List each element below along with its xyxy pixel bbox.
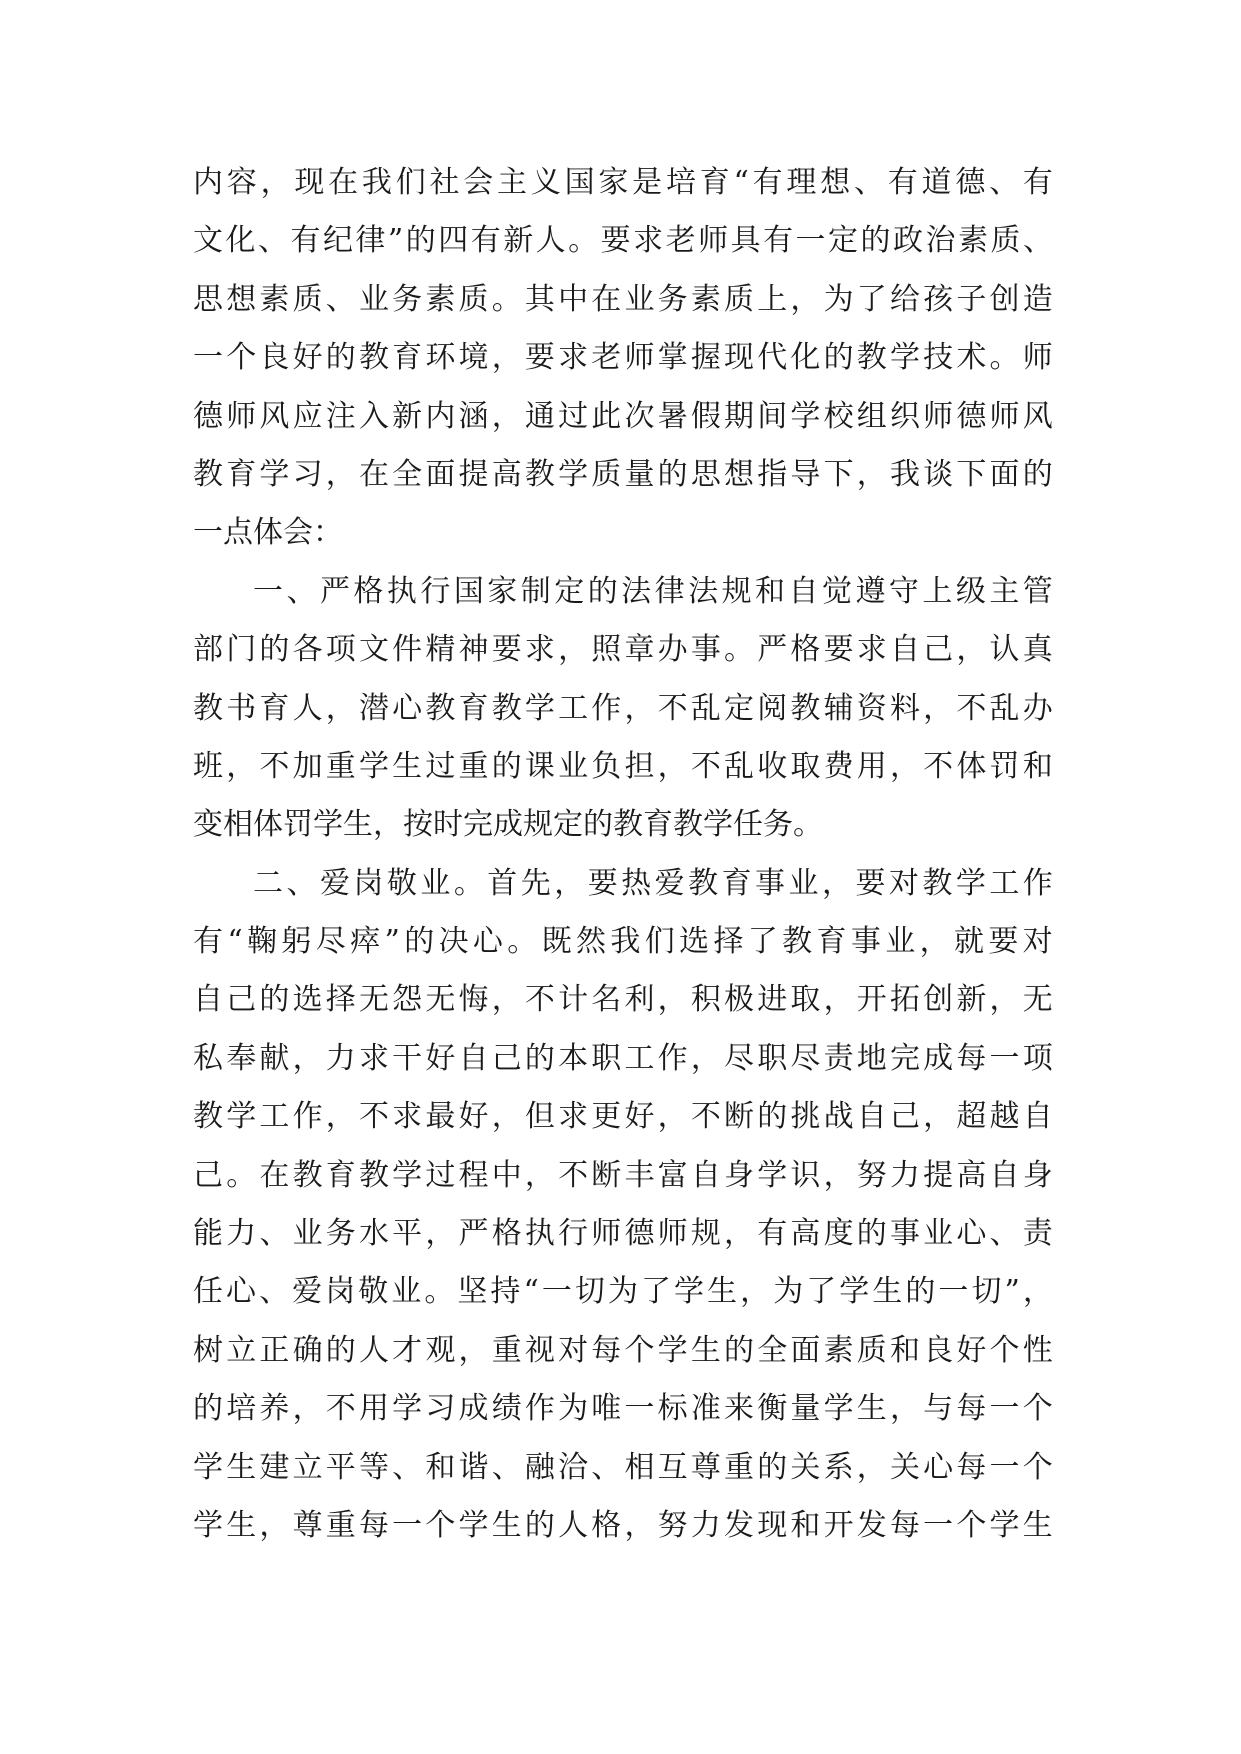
body-text (193, 154, 1053, 1555)
text-line: 学 生 ， 尊 重 每 一 个 学 生 的 人 格 ， 努 力 发 现 和 开 发 每 一 个 学 生 (193, 1507, 1053, 1543)
text-line: 能 力 、 业 务 水 平 ， 严 格 执 行 师 德 师 规 ， 有 高 度 的 事 业 心 、 责 (193, 1216, 1053, 1252)
text-line: 私 奉 献 ， 力 求 干 好 自 己 的 本 职 工 作 ， 尽 职 尽 责 地 完 成 每 一 项 (193, 1040, 1053, 1076)
text-line: 教 学 工 作 ， 不 求 最 好 ， 但 求 更 好 ， 不 断 的 挑 战 自 己 ， 超 越 自 (193, 1099, 1053, 1135)
text-line: 树 立 正 确 的 人 才 观 ， 重 视 对 每 个 学 生 的 全 面 素 质 和 良 好 个 性 (193, 1332, 1053, 1368)
text-line: 自 己 的 选 择 无 怨 无 悔 ， 不 计 名 利 ， 积 极 进 取 ， 开 拓 创 新 ， 无 (193, 982, 1053, 1018)
text-line: 思 想 素 质 、 业 务 素 质 。 其 中 在 业 务 素 质 上 ， 为 了 给 孩 子 创 造 (193, 281, 1053, 317)
text-line: 有 “ 鞠 躬 尽 瘁 ” 的 决 心 。 既 然 我 们 选 择 了 教 育 事 业 ， 就 要 对 (193, 924, 1053, 960)
text-line: 内 容 ， 现 在 我 们 社 会 主 义 国 家 是 培 育 “ 有 理 想 、 有 道 德 、 有 (193, 165, 1053, 200)
text-line: 的 培 养 ， 不 用 学 习 成 绩 作 为 唯 一 标 准 来 衡 量 学 生 ， 与 每 一 个 (193, 1391, 1053, 1427)
text-line: 一 点 体 会 ： (193, 515, 343, 551)
text-line: 文 化 、 有 纪 律 ” 的 四 有 新 人 。 要 求 老 师 具 有 一 定 的 政 治 素 质 、 (193, 223, 1053, 259)
text-line: 教 育 学 习 ， 在 全 面 提 高 教 学 质 量 的 思 想 指 导 下 ， 我 谈 下 面 的 (193, 456, 1053, 492)
text-line: 一 、 严 格 执 行 国 家 制 定 的 法 律 法 规 和 自 觉 遵 守 上 级 主 管 (253, 573, 1053, 609)
text-line: 教 书 育 人 ， 潜 心 教 育 教 学 工 作 ， 不 乱 定 阅 教 辅 资 料 ， 不 乱 办 (193, 690, 1053, 726)
text-line: 德 师 风 应 注 入 新 内 涵 ， 通 过 此 次 暑 假 期 间 学 校 组 织 师 德 师 风 (193, 398, 1053, 434)
text-line: 一 个 良 好 的 教 育 环 境 ， 要 求 老 师 掌 握 现 代 化 的 教 学 技 术 。 师 (193, 340, 1053, 376)
text-line: 班 ， 不 加 重 学 生 过 重 的 课 业 负 担 ， 不 乱 收 取 费 用 ， 不 体 罚 和 (193, 748, 1053, 784)
text-line: 己 。 在 教 育 教 学 过 程 中 ， 不 断 丰 富 自 身 学 识 ， 努 力 提 高 自 身 (193, 1157, 1053, 1193)
text-line: 变 相 体 罚 学 生 ， 按 时 完 成 规 定 的 教 育 教 学 任 务 。 (193, 807, 823, 843)
text-line: 部 门 的 各 项 文 件 精 神 要 求 ， 照 章 办 事 。 严 格 要 求 自 己 ， 认 真 (193, 632, 1053, 668)
text-line: 二 、 爱 岗 敬 业 。 首 先 ， 要 热 爱 教 育 事 业 ， 要 对 教 学 工 作 (253, 865, 1053, 901)
text-line: 任 心 、 爱 岗 敬 业 。 坚 持 “ 一 切 为 了 学 生 ， 为 了 学 生 的 一 切 ” ， (193, 1274, 1053, 1310)
text-line: 学 生 建 立 平 等 、 和 谐 、 融 洽 、 相 互 尊 重 的 关 系 ， 关 心 每 一 个 (193, 1449, 1053, 1485)
